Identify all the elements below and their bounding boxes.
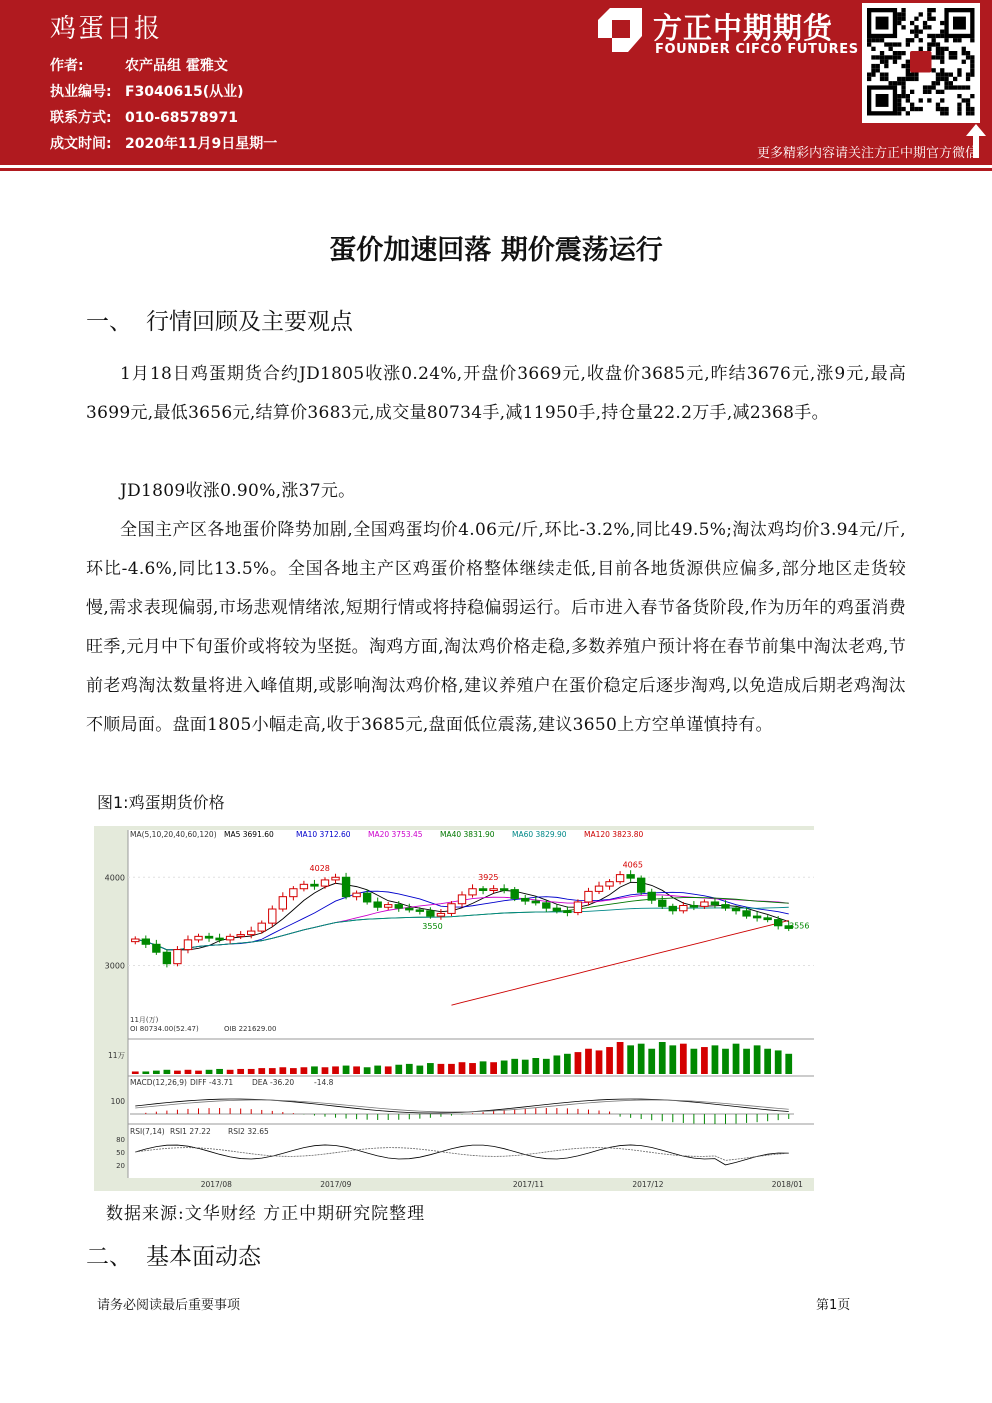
volume-bar	[775, 1050, 782, 1074]
candle-body	[184, 940, 191, 950]
volume-bar	[469, 1063, 476, 1074]
ma-value-label: MA20 3753.45	[368, 830, 423, 839]
volume-bar	[553, 1055, 560, 1074]
volume-bar	[290, 1068, 297, 1074]
license-row	[50, 81, 244, 101]
candle-body	[690, 905, 697, 907]
volume-bar	[406, 1064, 413, 1074]
candle-body	[205, 936, 212, 938]
ma-value-label: MA120 3823.80	[584, 830, 644, 839]
price-annotation: 3556	[789, 921, 810, 931]
candle-body	[637, 878, 644, 892]
ma-value-label: MA40 3831.90	[440, 830, 495, 839]
contact-row	[50, 107, 238, 127]
volume-bar	[195, 1071, 202, 1074]
author-value: 农产品组 霍雅文	[125, 58, 228, 74]
figure-caption: 图1:鸡蛋期货价格	[97, 793, 225, 812]
candle-body	[648, 892, 655, 900]
candle-body	[775, 920, 782, 926]
volume-bar	[237, 1069, 244, 1074]
price-annotation: 3925	[478, 872, 499, 882]
candle-body	[722, 905, 729, 909]
volume-bar	[301, 1067, 308, 1074]
volume-bar	[680, 1044, 687, 1074]
volume-bar	[669, 1045, 676, 1074]
candle-body	[764, 918, 771, 920]
paragraph-3: 全国主产区各地蛋价降势加剧,全国鸡蛋均价4.06元/斤,环比-3.2%,同比49.5%;淘汰鸡均价3.94元/斤,环比-4.6%,同比13.5%。全国各地主产区鸡蛋价格整体继续走低,目前各地货源供应偏多,部分地区走货较慢,需求表现偏弱,市场悲观情绪浓,短期行情或将持稳偏弱运行。后市进入春节备货阶段,作为历年的鸡蛋消费旺季,元月中下旬蛋价或将较为坚挺。淘鸡方面,淘汰鸡价格走稳,多数养殖户预计将在春节前集中淘汰老鸡,节前老鸡淘汰数量将进入峰值期,或影响淘汰鸡价格,建议养殖户在蛋价稳定后逐步淘鸡,以免造成后期老鸡淘汰不顺局面。盘面1805小幅走高,收于3685元,盘面低位震荡,建议3650上方空单谨慎持有。	[86, 520, 906, 735]
x-tick-label: 2017/11	[512, 1180, 544, 1189]
author-row	[50, 55, 228, 75]
volume-bar	[490, 1062, 497, 1074]
candle-body	[269, 909, 276, 923]
candle-body	[616, 875, 623, 882]
section-1-number: 一、	[86, 309, 132, 335]
candle-body	[153, 944, 160, 952]
volume-bar	[638, 1044, 645, 1074]
candle-body	[290, 889, 297, 897]
rsi-axis-label: 50	[116, 1149, 125, 1157]
ma-value-label: MA5 3691.60	[224, 830, 274, 839]
volume-bar	[511, 1059, 518, 1074]
volume-bar	[627, 1045, 634, 1074]
candle-body	[469, 889, 476, 895]
candle-body	[743, 911, 750, 916]
license-label: 执业编号:	[50, 84, 112, 100]
candle-body	[437, 913, 444, 916]
volume-bar	[164, 1070, 171, 1074]
report-header	[0, 0, 992, 165]
volume-bar	[248, 1069, 255, 1074]
candle-body	[458, 895, 465, 904]
volume-bar	[522, 1060, 529, 1074]
volume-bar	[279, 1067, 286, 1074]
volume-bar	[691, 1049, 698, 1074]
candle-body	[595, 886, 602, 891]
volume-bar	[733, 1044, 740, 1074]
volume-bar	[438, 1064, 445, 1074]
candle-body	[701, 902, 708, 906]
candle-body	[163, 952, 170, 963]
volume-bar	[374, 1066, 381, 1074]
footer-disclaimer: 请务必阅读最后重要事项	[97, 1298, 241, 1313]
candle-body	[553, 908, 560, 911]
candle-body	[522, 898, 529, 901]
candle-body	[279, 897, 286, 909]
volume-bar	[764, 1049, 771, 1074]
low-label: 11月(万)	[130, 1016, 159, 1024]
candle-body	[732, 908, 739, 911]
ma-legend: MA(5,10,20,40,60,120)	[130, 830, 217, 839]
section-2-title: 基本面动态	[146, 1244, 261, 1270]
macd-legend-label: MACD(12,26,9)	[130, 1078, 187, 1087]
volume-bar	[785, 1054, 792, 1074]
y-tick-label: 4000	[104, 873, 125, 883]
candle-body	[711, 902, 718, 905]
volume-bar	[332, 1066, 339, 1074]
x-tick-label: 2017/08	[200, 1180, 232, 1189]
volume-bar	[701, 1047, 708, 1074]
volume-bar	[343, 1066, 350, 1074]
volume-bar	[743, 1049, 750, 1074]
volume-bar	[448, 1064, 455, 1074]
volume-bar	[596, 1050, 603, 1074]
brand-name-en: FOUNDER CIFCO FUTURES	[655, 42, 859, 57]
volume-bar	[648, 1049, 655, 1074]
price-annotation: 4028	[309, 863, 330, 873]
x-tick-label: 2017/09	[320, 1180, 352, 1189]
volume-label: OI 80734.00(52.47)	[130, 1025, 199, 1033]
macd-legend-label: -14.8	[314, 1078, 334, 1087]
report-title: 鸡蛋日报	[50, 14, 163, 44]
candle-body	[321, 880, 328, 886]
volume-bar	[311, 1066, 318, 1074]
section-1-title: 行情回顾及主要观点	[146, 309, 353, 335]
rsi-axis-label: 20	[116, 1162, 125, 1171]
candle-body	[395, 905, 402, 909]
rsi-legend-label: RSI2 32.65	[228, 1127, 269, 1136]
volume-bar	[659, 1042, 666, 1074]
candle-body	[406, 908, 413, 910]
volume-bar	[322, 1067, 329, 1074]
paragraph-1: 1月18日鸡蛋期货合约JD1805收涨0.24%,开盘价3669元,收盘价3685元,昨结3676元,涨9元,最高3699元,最低3656元,结算价3683元,成交量80734手,减11950手,持仓量22.2万手,减2368手。	[86, 364, 906, 423]
volume-bar	[564, 1054, 571, 1074]
open-interest-label: OIB 221629.00	[224, 1025, 277, 1033]
document-title: 蛋价加速回落 期价震荡运行	[329, 235, 663, 266]
candle-body	[479, 889, 486, 891]
candle-body	[226, 936, 233, 940]
founder-logo-icon	[598, 8, 642, 52]
candle-body	[216, 938, 223, 940]
contact-value: 010-68578971	[125, 110, 238, 126]
volume-bar	[427, 1063, 434, 1074]
candle-body	[574, 902, 581, 913]
volume-bar	[459, 1062, 466, 1074]
rsi-axis-label: 80	[116, 1135, 125, 1144]
follow-wechat-text: 更多精彩内容请关注方正中期官方微信	[756, 146, 978, 161]
x-tick-label: 2017/12	[632, 1180, 664, 1189]
candle-body	[132, 939, 139, 942]
section-1-heading	[86, 303, 353, 336]
candle-body	[353, 893, 360, 897]
qr-code-icon	[862, 3, 980, 123]
volume-bar	[258, 1068, 265, 1074]
license-value: F3040615(从业)	[125, 84, 244, 100]
candle-body	[300, 884, 307, 888]
date-value: 2020年11月9日星期一	[125, 136, 278, 152]
volume-bar	[216, 1069, 223, 1074]
volume-bar	[575, 1052, 582, 1074]
candle-body	[753, 916, 760, 918]
paragraph-2: JD1809收涨0.90%,涨37元。	[120, 481, 356, 501]
candle-body	[385, 905, 392, 908]
volume-bar	[132, 1071, 139, 1074]
author-label: 作者:	[50, 58, 84, 74]
volume-bar	[174, 1071, 181, 1074]
volume-bar	[480, 1061, 487, 1074]
date-row	[50, 133, 277, 153]
volume-bar	[185, 1070, 192, 1074]
candle-body	[490, 889, 497, 891]
volume-bar	[606, 1047, 613, 1074]
macd-axis-label: 100	[110, 1097, 125, 1106]
volume-bar	[532, 1058, 539, 1074]
volume-axis-label: 11万	[107, 1051, 125, 1060]
candle-body	[680, 905, 687, 910]
candle-body	[416, 910, 423, 912]
brand-name-cn: 方正中期期货	[653, 11, 834, 45]
volume-bar	[585, 1049, 592, 1074]
x-tick-label: 2018/01	[771, 1180, 803, 1189]
candle-body	[532, 901, 539, 903]
volume-bar	[722, 1049, 729, 1074]
volume-bar	[617, 1042, 624, 1074]
macd-legend-label: DEA -36.20	[252, 1078, 295, 1087]
volume-bar	[142, 1071, 149, 1074]
candle-body	[332, 877, 339, 880]
section-2-heading	[86, 1238, 261, 1271]
candle-body	[248, 931, 255, 935]
candle-body	[195, 936, 202, 940]
volume-bar	[269, 1068, 276, 1074]
volume-bar	[712, 1045, 719, 1074]
candle-body	[237, 935, 244, 937]
candle-body	[564, 911, 571, 913]
candle-body	[627, 875, 634, 879]
volume-bar	[754, 1045, 761, 1074]
header-divider	[0, 168, 992, 171]
volume-bar	[206, 1070, 213, 1074]
candle-body	[585, 891, 592, 902]
candle-body	[342, 877, 349, 896]
footer-page-number: 第1页	[816, 1298, 851, 1313]
candle-body	[448, 904, 455, 914]
ma-value-label: MA60 3829.90	[512, 830, 567, 839]
candle-body	[374, 902, 381, 907]
candle-body	[669, 906, 676, 910]
candle-body	[363, 893, 370, 902]
candle-body	[427, 911, 434, 916]
candle-body	[258, 923, 265, 931]
candle-body	[142, 939, 149, 944]
ma-value-label: MA10 3712.60	[296, 830, 351, 839]
volume-bar	[364, 1067, 371, 1074]
rsi-legend-label: RSI1 27.22	[170, 1127, 211, 1136]
y-tick-label: 3000	[104, 961, 125, 971]
macd-legend-label: DIFF -43.71	[190, 1078, 234, 1087]
egg-futures-chart	[94, 818, 814, 1191]
candle-body	[511, 890, 518, 899]
section-2-number: 二、	[86, 1244, 132, 1270]
price-annotation: 3550	[422, 921, 443, 931]
price-annotation: 4065	[622, 860, 643, 870]
date-label: 成文时间:	[50, 136, 112, 152]
volume-bar	[395, 1065, 402, 1074]
candle-body	[606, 882, 613, 886]
candle-body	[659, 900, 666, 906]
rsi-legend-label: RSI(7,14)	[130, 1127, 165, 1136]
data-source: 数据来源:文华财经 方正中期研究院整理	[106, 1204, 426, 1224]
contact-label: 联系方式:	[50, 110, 112, 126]
volume-bar	[153, 1071, 160, 1074]
brand-logo	[598, 8, 859, 58]
volume-bar	[501, 1061, 508, 1074]
candle-body	[500, 889, 507, 891]
candle-body	[174, 950, 181, 964]
volume-bar	[543, 1059, 550, 1074]
volume-bar	[227, 1070, 234, 1074]
volume-bar	[416, 1066, 423, 1074]
candle-body	[311, 884, 318, 886]
volume-bar	[385, 1066, 392, 1074]
candle-body	[543, 903, 550, 908]
volume-bar	[353, 1066, 360, 1074]
